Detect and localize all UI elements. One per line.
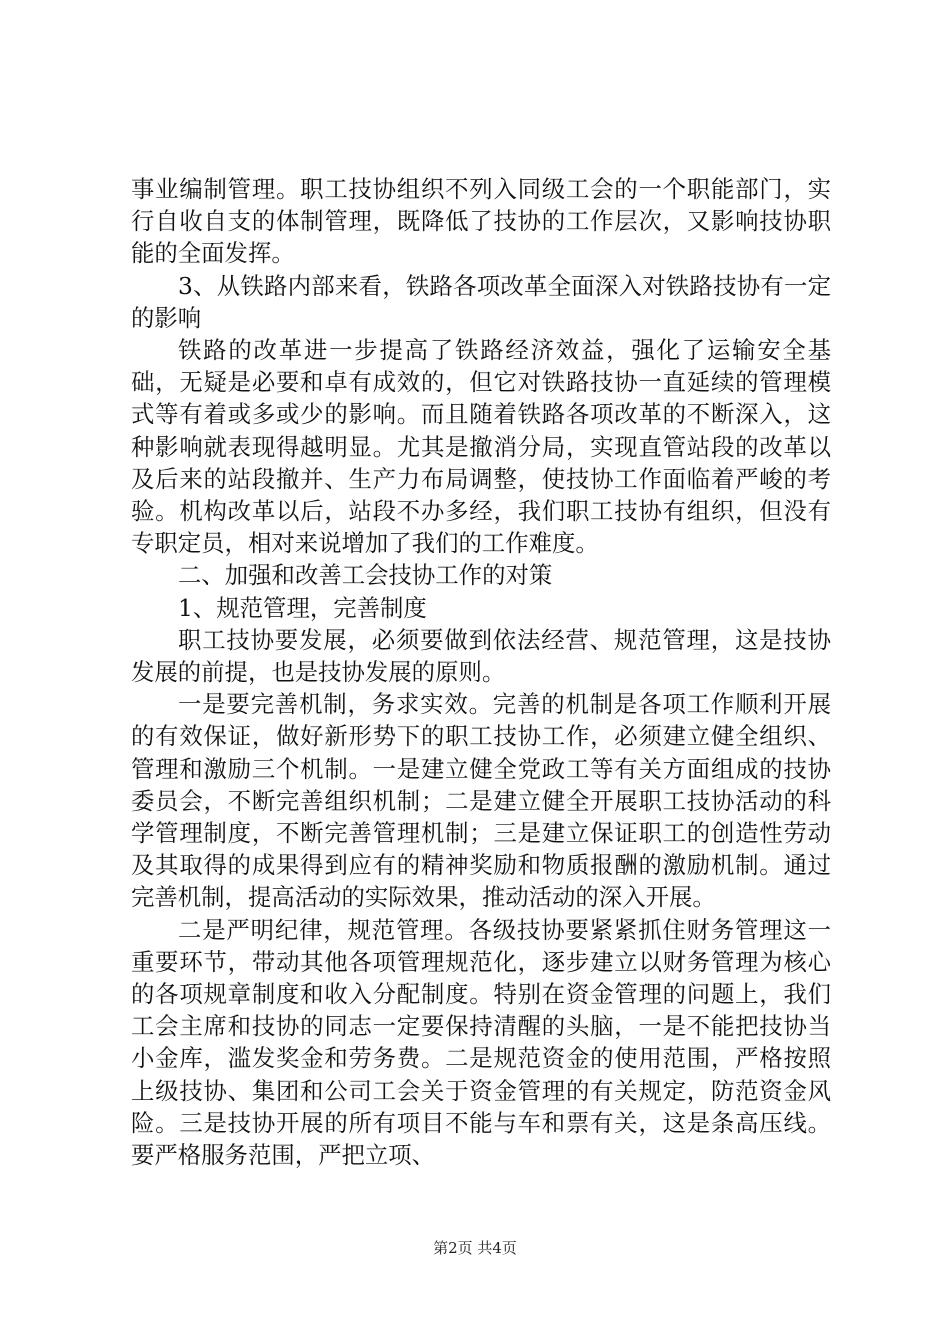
page-number-footer: 第2页 共4页 [433, 1239, 517, 1257]
section-heading: 二、加强和改善工会技协工作的对策 [178, 561, 553, 590]
paragraph: 事业编制管理。职工技协组织不列入同级工会的一个职能部门，实行自收自支的体制管理，既降低了技协的工作层次，又影响技协职能的全面发挥。 [131, 175, 831, 268]
subsection-heading: 1、规范管理，完善制度 [178, 593, 427, 622]
paragraph: 一是要完善机制，务求实效。完善的机制是各项工作顺利开展的有效保证，做好新形势下的职工技协工作，必须建立健全组织、管理和激励三个机制。一是建立健全党政工等有关方面组成的技协委员会，不断完善组织机制；二是建立健全开展职工技协活动的科学管理制度，不断完善管理机制；三是建立保证职工的创造性劳动及其取得的成果得到应有的精神奖励和物质报酬的激励机制。通过完善机制，提高活动的实际效果，推动活动的深入开展。 [131, 690, 831, 912]
paragraph: 铁路的改革进一步提高了铁路经济效益，强化了运输安全基础，无疑是必要和卓有成效的，但它对铁路技协一直延续的管理模式等有着或多或少的影响。而且随着铁路各项改革的不断深入，这种影响就表现得越明显。尤其是撤消分局，实现直管站段的改革以及后来的站段撤并、生产力布局调整，使技协工作面临着严峻的考验。机构改革以后，站段不办多经，我们职工技协有组织，但没有专职定员，相对来说增加了我们的工作难度。 [131, 336, 831, 558]
paragraph: 二是严明纪律，规范管理。各级技协要紧紧抓住财务管理这一重要环节，带动其他各项管理规范化，逐步建立以财务管理为核心的各项规章制度和收入分配制度。特别在资金管理的问题上，我们工会主席和技协的同志一定要保持清醒的头脑，一是不能把技协当小金库，滥发奖金和劳务费。二是规范资金的使用范围，严格按照上级技协、集团和公司工会关于资金管理的有关规定，防范资金风险。三是技协开展的所有项目不能与车和票有关，这是条高压线。要严格服务范围，严把立项、 [131, 915, 831, 1170]
document-body [131, 173, 831, 1171]
paragraph: 职工技协要发展，必须要做到依法经营、规范管理，这是技协发展的前提，也是技协发展的原则。 [131, 625, 831, 687]
section-heading: 3、从铁路内部来看，铁路各项改革全面深入对铁路技协有一定的影响 [131, 271, 831, 332]
